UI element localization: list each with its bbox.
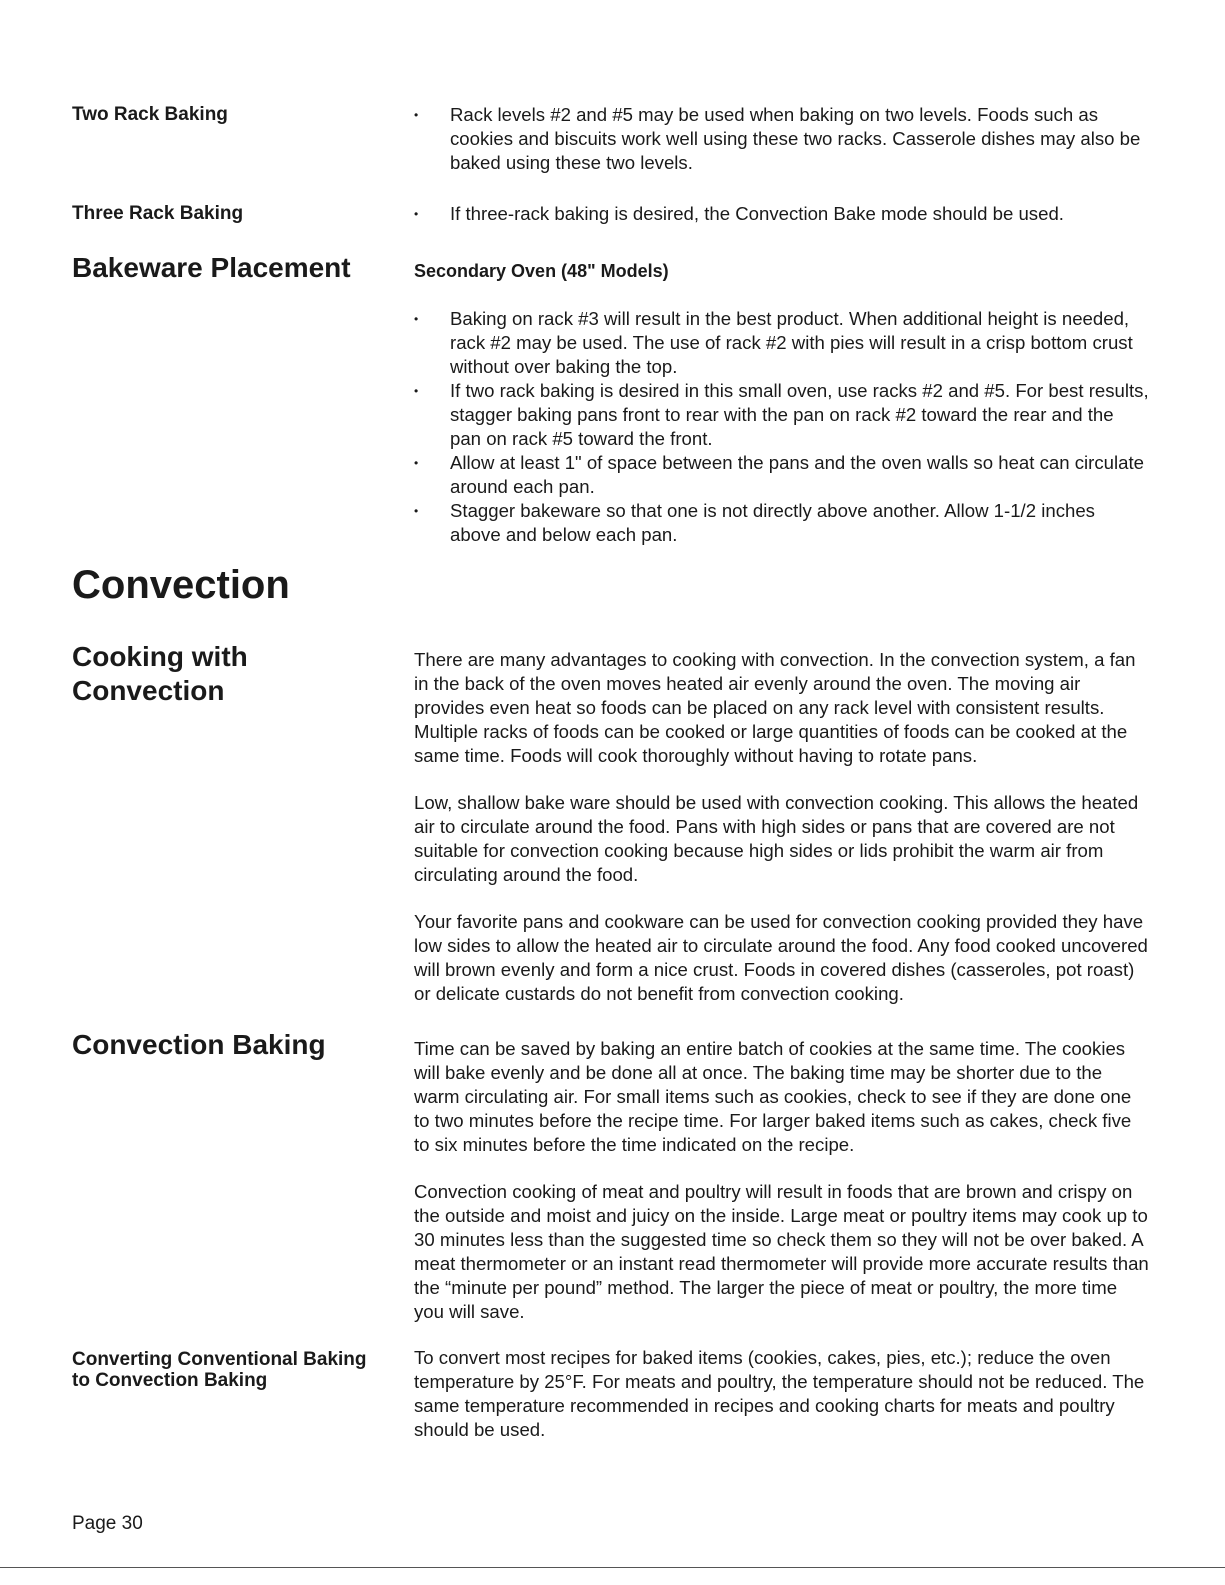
bakeware-bullet-list <box>414 307 1149 547</box>
bakeware-placement-heading: Bakeware Placement <box>72 252 351 283</box>
cooking-with-convection-body <box>414 648 1149 1006</box>
cooking-with-convection-heading <box>72 640 248 708</box>
paragraph: Convection cooking of meat and poultry will result in foods that are brown and crispy on the outside and moist and juicy on the inside. Large meat or poultry items may cook up to 30 minutes less than the suggested time so check them so they will not be over baked. A meat thermometer or an instant read thermometer will provide more accurate results than the “minute per pound” method. The larger the piece of meat or poultry, the more time you will save. <box>414 1181 1149 1322</box>
convection-baking-body <box>414 1037 1149 1324</box>
paragraph: Low, shallow bake ware should be used with convection cooking. This allows the heated air to circulate around the food. Pans with high sides or pans that are covered are not suitable for convection cooking because high sides or lids prohibit the warm air from circulating around the food. <box>414 792 1139 885</box>
convection-heading: Convection <box>72 563 290 607</box>
converting-baking-body <box>414 1346 1149 1442</box>
paragraph: Your favorite pans and cookware can be used for convection cooking provided they have low sides to allow the heated air to circulate around the food. Any food cooked uncovered will brown evenly and form a nice crust. Foods in covered dishes (casseroles, pot roast) or delicate custards do not benefit from convection cooking. <box>414 911 1148 1004</box>
three-rack-bullet-list <box>414 202 1149 226</box>
bakeware-section <box>414 260 1149 547</box>
heading-line: Convection <box>72 675 225 706</box>
bullet-item: • If two rack baking is desired in this small oven, use racks #2 and #5. For best results, stagger baking pans front to rear with the pan on rack #2 toward the rear and the pan on rack #5 toward the front. <box>414 379 1149 451</box>
paragraph: There are many advantages to cooking with convection. In the convection system, a fan in the back of the oven moves heated air evenly around the oven. The moving air provides even heat so foods can be placed on any rack level with consistent results. Multiple racks of foods can be cooked or large quantities of foods can be cooked at the same time. Foods will cook thoroughly without having to rotate pans. <box>414 649 1136 766</box>
three-rack-section <box>414 202 1149 226</box>
bullet-item: • Allow at least 1" of space between the pans and the oven walls so heat can circulate around each pan. <box>414 451 1149 499</box>
paragraph: To convert most recipes for baked items (cookies, cakes, pies, etc.); reduce the oven temperature by 25°F. For meats and poultry, the temperature should not be reduced. The same temperature recommended in recipes and cooking charts for meats and poultry should be used. <box>414 1347 1145 1440</box>
two-rack-section <box>414 103 1149 175</box>
heading-line: Cooking with <box>72 641 248 672</box>
bullet-item: • Baking on rack #3 will result in the best product. When additional height is needed, rack #2 may be used. The use of rack #2 with pies will result in a crisp bottom crust without over baking the top. <box>414 307 1149 379</box>
two-rack-bullet-list <box>414 103 1149 175</box>
heading-line: to Convection Baking <box>72 1370 268 1391</box>
page-bottom-rule <box>0 1567 1225 1568</box>
heading-line: Converting Conventional Baking <box>72 1349 367 1370</box>
three-rack-baking-heading: Three Rack Baking <box>72 203 244 224</box>
paragraph: Time can be saved by baking an entire batch of cookies at the same time. The cookies will bake evenly and be done all at once. The baking time may be shorter due to the warm circulating air. For small items such as cookies, check to see if they are done one to two minutes before the recipe time. For larger baked items such as cakes, check five to six minutes before the time indicated on the recipe. <box>414 1038 1132 1155</box>
secondary-oven-subheading: Secondary Oven (48" Models) <box>414 261 669 281</box>
page-number: Page 30 <box>72 1513 143 1534</box>
bullet-item: • Rack levels #2 and #5 may be used when baking on two levels. Foods such as cookies and biscuits work well using these two racks. Casserole dishes may also be baked using these two levels. <box>414 103 1149 175</box>
bullet-item: • If three-rack baking is desired, the Convection Bake mode should be used. <box>414 202 1149 226</box>
two-rack-baking-heading: Two Rack Baking <box>72 104 228 125</box>
bullet-item: • Stagger bakeware so that one is not directly above another. Allow 1-1/2 inches above and below each pan. <box>414 499 1149 547</box>
converting-baking-heading <box>72 1349 367 1391</box>
convection-baking-heading: Convection Baking <box>72 1029 326 1060</box>
